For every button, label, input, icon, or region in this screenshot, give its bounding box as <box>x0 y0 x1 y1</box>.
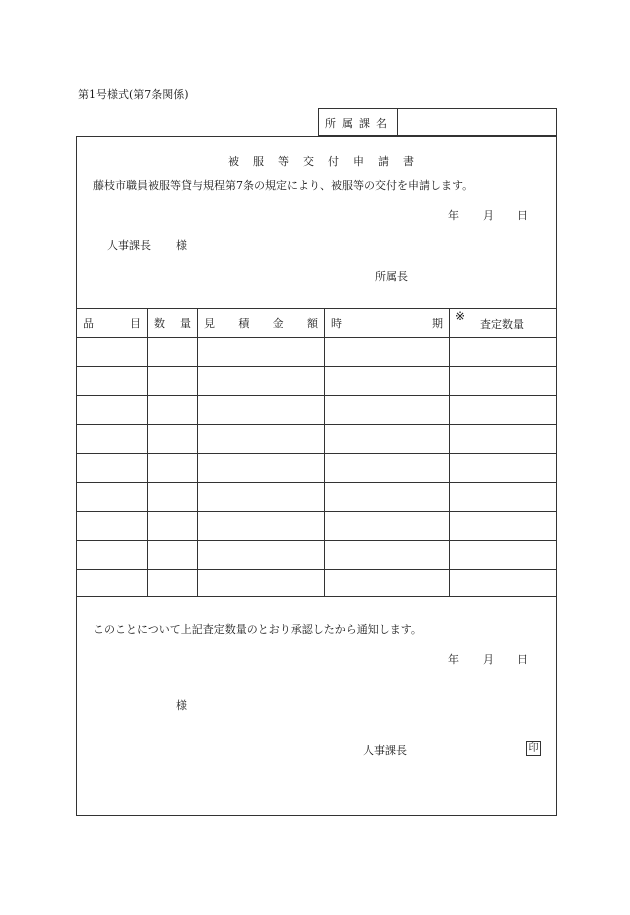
table-cell-item[interactable] <box>77 367 147 395</box>
table-cell-qty[interactable] <box>148 338 197 366</box>
table-cell-item[interactable] <box>77 425 147 453</box>
form-number: 第1号様式(第7条関係) <box>78 88 189 101</box>
table-cell-qty[interactable] <box>148 512 197 540</box>
table-cell-estimate[interactable] <box>198 541 324 569</box>
intro-text: 藤枝市職員被服等貸与規程第7条の規定により、被服等の交付を申請します。 <box>93 179 474 192</box>
hr-head: 人事課長 <box>363 744 407 757</box>
table-cell-period[interactable] <box>325 570 449 596</box>
table-cell-assessed[interactable] <box>450 425 557 453</box>
table-cell-qty[interactable] <box>148 541 197 569</box>
table-cell-estimate[interactable] <box>198 425 324 453</box>
table-cell-estimate[interactable] <box>198 570 324 596</box>
table-cell-period[interactable] <box>325 483 449 511</box>
date2-month: 月 <box>483 653 494 666</box>
addressee: 人事課長 <box>107 239 151 252</box>
table-cell-qty[interactable] <box>148 396 197 424</box>
header-item: 品 目 <box>83 317 141 330</box>
dept-label: 所属課名 <box>325 117 393 130</box>
table-cell-item[interactable] <box>77 541 147 569</box>
table-cell-assessed[interactable] <box>450 483 557 511</box>
addressee-honorific: 様 <box>176 239 187 252</box>
table-cell-assessed[interactable] <box>450 541 557 569</box>
date1-day: 日 <box>517 209 528 222</box>
table-cell-period[interactable] <box>325 454 449 482</box>
table-cell-qty[interactable] <box>148 454 197 482</box>
table-cell-item[interactable] <box>77 570 147 596</box>
form-title: 被服等交付申請書 <box>228 155 428 168</box>
table-cell-period[interactable] <box>325 512 449 540</box>
table-cell-assessed[interactable] <box>450 570 557 596</box>
date1-year: 年 <box>448 209 459 222</box>
header-estimate: 見 積 金 額 <box>204 317 318 330</box>
date2-day: 日 <box>517 653 528 666</box>
table-cell-assessed[interactable] <box>450 454 557 482</box>
table-cell-assessed[interactable] <box>450 367 557 395</box>
table-cell-period[interactable] <box>325 338 449 366</box>
recipient-honorific: 様 <box>176 699 187 712</box>
table-cell-period[interactable] <box>325 367 449 395</box>
header-period: 時 期 <box>331 317 443 330</box>
table-cell-period[interactable] <box>325 396 449 424</box>
seal-stamp: 印 <box>526 741 541 756</box>
table-cell-estimate[interactable] <box>198 338 324 366</box>
table-cell-assessed[interactable] <box>450 512 557 540</box>
table-cell-period[interactable] <box>325 425 449 453</box>
date2-year: 年 <box>448 653 459 666</box>
table-cell-qty[interactable] <box>148 570 197 596</box>
table-cell-estimate[interactable] <box>198 367 324 395</box>
table-cell-assessed[interactable] <box>450 396 557 424</box>
affiliation-head: 所属長 <box>375 270 408 283</box>
assessed-mark: ※ <box>455 309 466 323</box>
table-cell-assessed[interactable] <box>450 338 557 366</box>
table-cell-item[interactable] <box>77 483 147 511</box>
table-cell-estimate[interactable] <box>198 483 324 511</box>
table-cell-qty[interactable] <box>148 425 197 453</box>
dept-value-field[interactable] <box>402 115 552 131</box>
table-cell-estimate[interactable] <box>198 396 324 424</box>
table-cell-qty[interactable] <box>148 483 197 511</box>
notice-text: このことについて上記査定数量のとおり承認したから通知します。 <box>93 623 422 636</box>
table-cell-item[interactable] <box>77 454 147 482</box>
header-qty: 数 量 <box>154 317 191 330</box>
table-cell-item[interactable] <box>77 512 147 540</box>
table-cell-estimate[interactable] <box>198 454 324 482</box>
header-assessed: 査定数量 <box>480 318 524 331</box>
table-cell-item[interactable] <box>77 338 147 366</box>
table-cell-qty[interactable] <box>148 367 197 395</box>
table-cell-estimate[interactable] <box>198 512 324 540</box>
table-cell-period[interactable] <box>325 541 449 569</box>
table-cell-item[interactable] <box>77 396 147 424</box>
date1-month: 月 <box>483 209 494 222</box>
